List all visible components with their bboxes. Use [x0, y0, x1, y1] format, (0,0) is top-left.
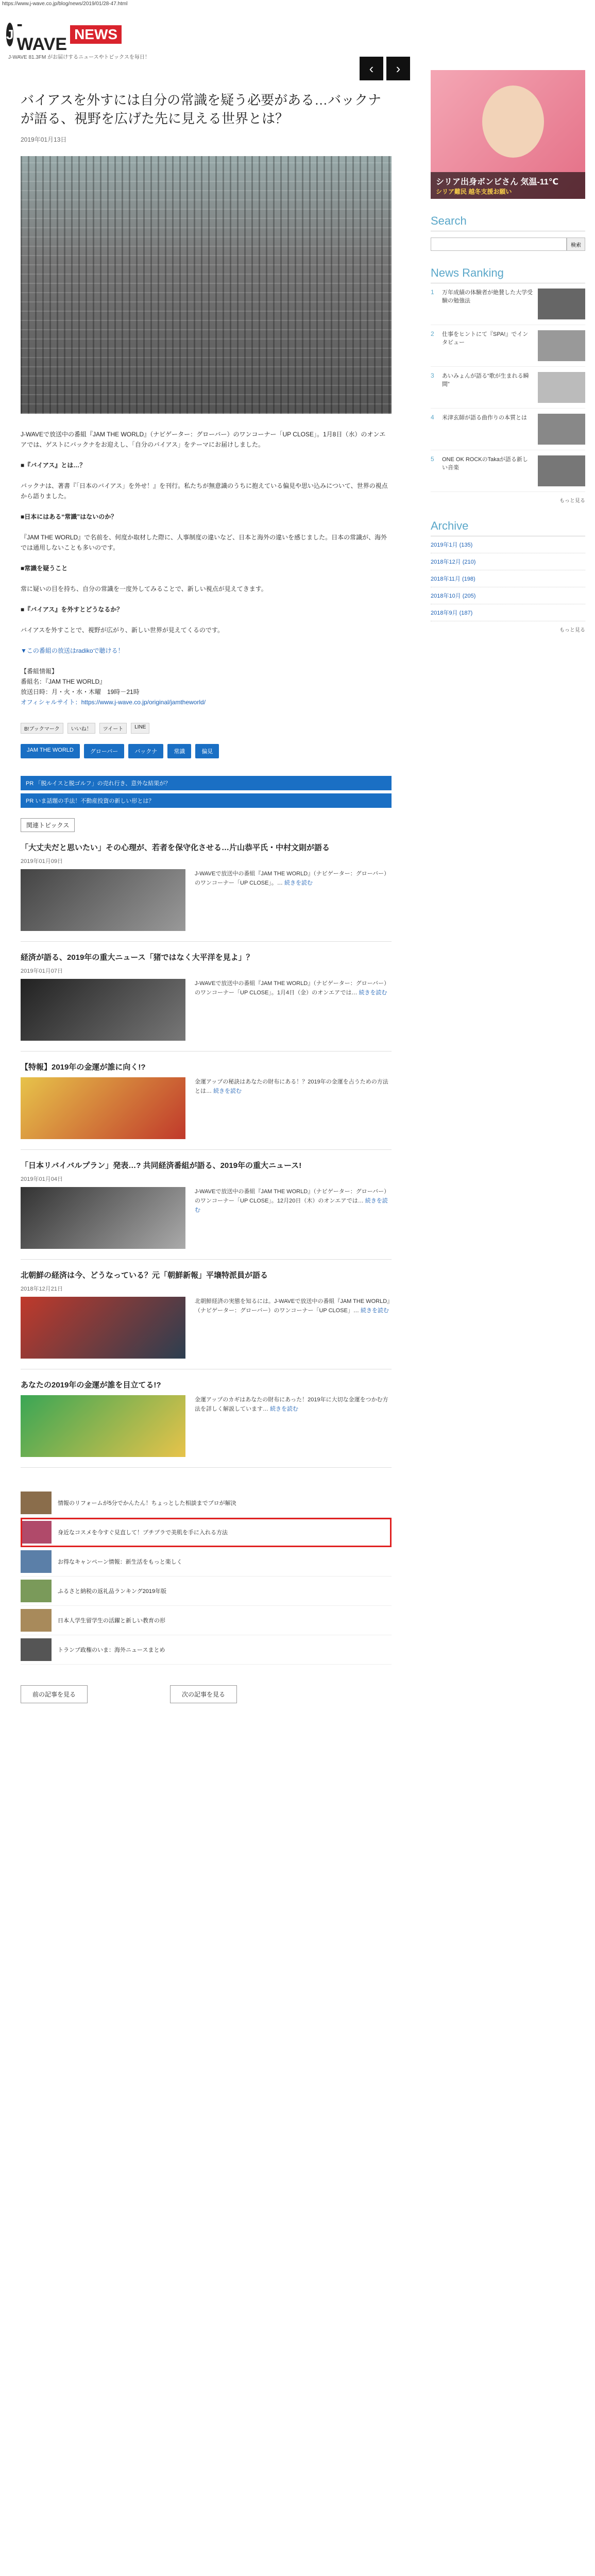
related-topics-heading: 関連トピックス — [21, 818, 75, 832]
related-date: 2019年01月07日 — [21, 968, 63, 974]
ranking-thumbnail[interactable] — [538, 372, 585, 403]
ranking-title[interactable]: 仕事をヒントにて『SPA!』でインタビュー — [442, 331, 529, 346]
section-heading: ■『バイアス』を外すとどうなるか？ — [21, 606, 123, 613]
ranking-number: 4 — [431, 414, 434, 421]
related-thumbnail[interactable] — [21, 1297, 185, 1359]
line-share-button[interactable]: LINE — [131, 723, 149, 734]
ranking-title[interactable]: あいみょんが語る“歌が生まれる瞬間” — [442, 373, 529, 387]
search-heading: Search — [431, 214, 585, 231]
related-date: 2018年12月21日 — [21, 1286, 63, 1292]
ad-title[interactable]: 日本人学生留学生の活躍と新しい教育の形 — [58, 1618, 165, 1624]
related-thumbnail[interactable] — [21, 1395, 185, 1457]
related-item[interactable] — [21, 1369, 392, 1468]
ranking-number: 2 — [431, 330, 434, 337]
radiko-link[interactable]: ▼この番組の放送はradikoで聴ける！ — [21, 647, 124, 654]
section-heading: ■常識を疑うこと — [21, 565, 68, 572]
related-date: 2019年01月04日 — [21, 1176, 63, 1182]
site-logo[interactable] — [6, 14, 118, 54]
related-summary: J-WAVEで放送中の番組『JAM THE WORLD』（ナビゲーター：グローバー）のワンコーナー「UP CLOSE」。… — [195, 871, 390, 886]
tweet-button[interactable]: ツイート — [99, 723, 127, 734]
bookmark-button[interactable]: B!ブックマーク — [21, 723, 63, 734]
logo-wave-text: -WAVE — [16, 14, 67, 54]
read-more-link[interactable]: 続きを読む — [360, 1308, 389, 1314]
like-button[interactable]: いいね！ — [67, 723, 95, 734]
read-more-link[interactable]: 続きを読む — [284, 880, 313, 886]
page-title: バイアスを外すには自分の常識を疑う必要がある…バックナが語る、視野を広げた先に見える世界とは？ — [21, 92, 382, 126]
tag-link[interactable]: グローバー — [84, 744, 124, 758]
article-paragraph: J-WAVEで放送中の番組『JAM THE WORLD』（ナビゲーター：グローバー）のワンコーナー「UP CLOSE」。1月8日（水）のオンエアでは、ゲストにバックナをお迎えし、「自分のバイアス」をテーマにお届けしました。 — [21, 431, 386, 448]
ranking-number: 5 — [431, 455, 434, 463]
ranking-item[interactable] — [431, 325, 585, 367]
pr-link[interactable]: PR いま話題の手法！不動産投資の新しい形とは？ — [21, 793, 392, 808]
ad-subcaption: シリア難民 越冬支援お願い — [436, 188, 512, 195]
related-item[interactable] — [21, 1260, 392, 1369]
tag-link[interactable]: 偏見 — [195, 744, 219, 758]
main-column — [21, 91, 392, 1703]
section-heading: ■『バイアス』とは…？ — [21, 462, 86, 469]
related-summary: J-WAVEで放送中の番組『JAM THE WORLD』（ナビゲーター：グローバー）のワンコーナー「UP CLOSE」。1月4日（金）のオンエアでは… — [195, 980, 390, 996]
ranking-title[interactable]: 米津玄師が語る曲作りの本質とは — [442, 415, 527, 421]
related-title[interactable]: 「大丈夫だと思いたい」その心理が、若者を保守化させる…片山恭平氏・中村文則が語る — [21, 843, 330, 852]
related-title[interactable]: 経済が語る、2019年の重大ニュース「猪ではなく大平洋を見よ」？ — [21, 953, 254, 962]
article-paragraph: バイアスを外すことで、視野が広がり、新しい世界が見えてくるのです。 — [21, 626, 224, 634]
archive-link[interactable]: 2018年9月 (187) — [431, 604, 585, 621]
ad-item[interactable] — [21, 1635, 392, 1665]
article-paragraph: バックナは、著書『「日本のバイアス」を外せ！』を刊行。私たちが無意識のうちに抱えている偏見や思い込みについて、世界の視点から語りました。 — [21, 482, 388, 500]
ranking-heading: News Ranking — [431, 266, 585, 283]
ranking-item[interactable] — [431, 450, 585, 492]
related-item[interactable] — [21, 942, 392, 1052]
next-article-link[interactable]: 次の記事を見る — [170, 1685, 237, 1703]
program-time: 放送日時：月・火・水・木曜 19時－21時 — [21, 688, 140, 696]
related-list — [21, 832, 392, 1468]
related-title[interactable]: あなたの2019年の金運が誰を目立てる!? — [21, 1381, 161, 1389]
ad-title[interactable]: お得なキャンペーン情報：新生活をもっと楽しく — [58, 1559, 182, 1565]
ranking-more-link[interactable]: もっと見る — [559, 498, 585, 504]
ranking-thumbnail[interactable] — [538, 289, 585, 319]
ad-thumbnail[interactable] — [21, 1550, 52, 1573]
archive-link[interactable]: 2019年1月 (135) — [431, 536, 585, 553]
related-summary: 金運アップのカギはあなたの財布にあった！2019年に大切な金運をつかむ方法を詳しく解説しています… — [195, 1397, 388, 1412]
ad-item[interactable] — [21, 1547, 392, 1577]
site-tagline: J-WAVE 81.3FM がお届けするニュースやトピックスを毎日！ — [8, 55, 150, 60]
ranking-thumbnail[interactable] — [538, 330, 585, 361]
ad-title[interactable]: トランプ政権のいま：海外ニュースまとめ — [58, 1647, 165, 1653]
ranking-item[interactable] — [431, 283, 585, 325]
pr-link[interactable]: PR 「脱ルイスと脱ゴルフ」の売れ行き、意外な結果が？ — [21, 776, 392, 790]
sidebar — [431, 70, 585, 633]
ad-child-photo — [482, 86, 544, 158]
article-nav — [360, 57, 410, 80]
section-heading: ■日本にはある“常識”はないのか？ — [21, 513, 117, 520]
recommended-ads — [21, 1488, 392, 1665]
program-name: 番組名：『JAM THE WORLD』 — [21, 678, 106, 685]
ad-thumbnail[interactable] — [21, 1638, 52, 1661]
related-summary: 金運アップの秘訣はあなたの財布にある！？2019年の金運を占うための方法とは… — [195, 1079, 388, 1094]
ranking-title[interactable]: ONE OK ROCKのTakaが語る新しい音楽 — [442, 456, 528, 471]
related-summary: 北朝鮮経済の実態を知るには。J-WAVEで放送中の番組『JAM THE WORLD』（ナビゲーター：グローバー）のワンコーナー「UP CLOSE」… — [195, 1298, 390, 1314]
related-item[interactable] — [21, 832, 392, 942]
related-summary: J-WAVEで放送中の番組『JAM THE WORLD』（ナビゲーター：グローバー）のワンコーナー「UP CLOSE」。12月20日（木）のオンエアでは… — [195, 1189, 390, 1204]
related-item[interactable] — [21, 1150, 392, 1260]
ad-item[interactable] — [21, 1488, 392, 1518]
pager — [21, 1685, 392, 1703]
search-button[interactable]: 検索 — [567, 238, 585, 251]
ad-thumbnail[interactable] — [21, 1521, 52, 1544]
logo-news-badge: NEWS — [70, 25, 122, 44]
program-info-label: 【番組情報】 — [21, 668, 58, 675]
search-input[interactable] — [431, 238, 567, 251]
ranking-title[interactable]: 万年成績の体験者が絶賛した大学受験の勉強法 — [442, 290, 533, 304]
ad-thumbnail[interactable] — [21, 1580, 52, 1602]
archive-link[interactable]: 2018年11月 (198) — [431, 570, 585, 587]
related-thumbnail[interactable] — [21, 1187, 185, 1249]
archive-list — [431, 536, 585, 621]
ad-title[interactable]: 身近なコスメを今すぐ見直して！プチプラで美肌を手に入れる方法 — [58, 1530, 228, 1536]
hero-image-crowd — [21, 156, 392, 414]
read-more-link[interactable]: 続きを読む — [270, 1406, 299, 1412]
browser-url[interactable]: https://www.j-wave.co.jp/blog/news/2019/01/28-47.html — [2, 1, 128, 7]
ad-thumbnail[interactable] — [21, 1492, 52, 1514]
related-title[interactable]: 北朝鮮の経済は今、どうなっている？元「朝鮮新報」平壌特派員が語る — [21, 1271, 268, 1280]
read-more-link[interactable]: 続きを読む — [195, 1198, 388, 1213]
ad-item[interactable] — [21, 1577, 392, 1606]
tag-link[interactable]: 常識 — [167, 744, 191, 758]
article-body — [21, 429, 392, 707]
article-date: 2019年01月13日 — [21, 136, 67, 143]
related-date: 2019年01月09日 — [21, 858, 63, 865]
program-site-link[interactable]: オフィシャルサイト：https://www.j-wave.co.jp/original/jamtheworld/ — [21, 699, 206, 706]
article-paragraph: 『JAM THE WORLD』で名前を、何度か取材した際に、人事制度の違いなど、日本と海外の違いを感じました。日本の常識が、海外では通用しないことも多いのです。 — [21, 534, 387, 551]
related-item[interactable] — [21, 1052, 392, 1150]
next-article-button[interactable]: › — [386, 57, 410, 80]
article-paragraph: 常に疑いの目を持ち、自分の常識を一度外してみることで、新しい視点が見えてきます。 — [21, 585, 267, 592]
ranking-number: 3 — [431, 372, 434, 379]
related-title[interactable]: 「日本リバイバルプラン」発表…? 共同経済番組が語る、2019年の重大ニュース! — [21, 1161, 302, 1170]
ranking-item[interactable] — [431, 409, 585, 450]
tag-list — [21, 744, 392, 758]
tag-link[interactable]: JAM THE WORLD — [21, 744, 80, 758]
ranking-thumbnail[interactable] — [538, 455, 585, 486]
related-thumbnail[interactable] — [21, 1077, 185, 1139]
related-thumbnail[interactable] — [21, 869, 185, 931]
site-header — [0, 14, 595, 71]
ad-item-highlighted[interactable] — [21, 1518, 392, 1547]
read-more-link[interactable]: 続きを読む — [359, 990, 387, 996]
sidebar-ad-banner[interactable] — [431, 70, 585, 199]
related-thumbnail[interactable] — [21, 979, 185, 1041]
archive-link[interactable]: 2018年12月 (210) — [431, 553, 585, 570]
archive-heading: Archive — [431, 519, 585, 536]
social-buttons — [21, 723, 392, 734]
ranking-item[interactable] — [431, 367, 585, 409]
archive-more-link[interactable]: もっと見る — [559, 628, 585, 633]
tag-link[interactable]: バックナ — [128, 744, 163, 758]
logo-j-mark: J — [6, 23, 13, 46]
related-title[interactable]: 【特報】2019年の金運が誰に向く!? — [21, 1063, 146, 1072]
ad-caption: シリア出身ボンビさん 気温-11℃ — [436, 178, 559, 187]
prev-article-link[interactable]: 前の記事を見る — [21, 1685, 88, 1703]
ranking-list — [431, 283, 585, 492]
read-more-link[interactable]: 続きを読む — [213, 1088, 242, 1094]
pr-links — [21, 776, 392, 808]
ad-item[interactable] — [21, 1606, 392, 1635]
prev-article-button[interactable]: ‹ — [360, 57, 383, 80]
ad-title[interactable]: ふるさと納税の返礼品ランキング2019年版 — [58, 1588, 167, 1595]
search-form — [431, 238, 585, 251]
ad-title[interactable]: 情報のリフォームが5分でかんたん！ちょっとした相談までプロが解決 — [58, 1500, 236, 1506]
ranking-number: 1 — [431, 289, 434, 296]
ad-thumbnail[interactable] — [21, 1609, 52, 1632]
ranking-thumbnail[interactable] — [538, 414, 585, 445]
archive-link[interactable]: 2018年10月 (205) — [431, 587, 585, 604]
